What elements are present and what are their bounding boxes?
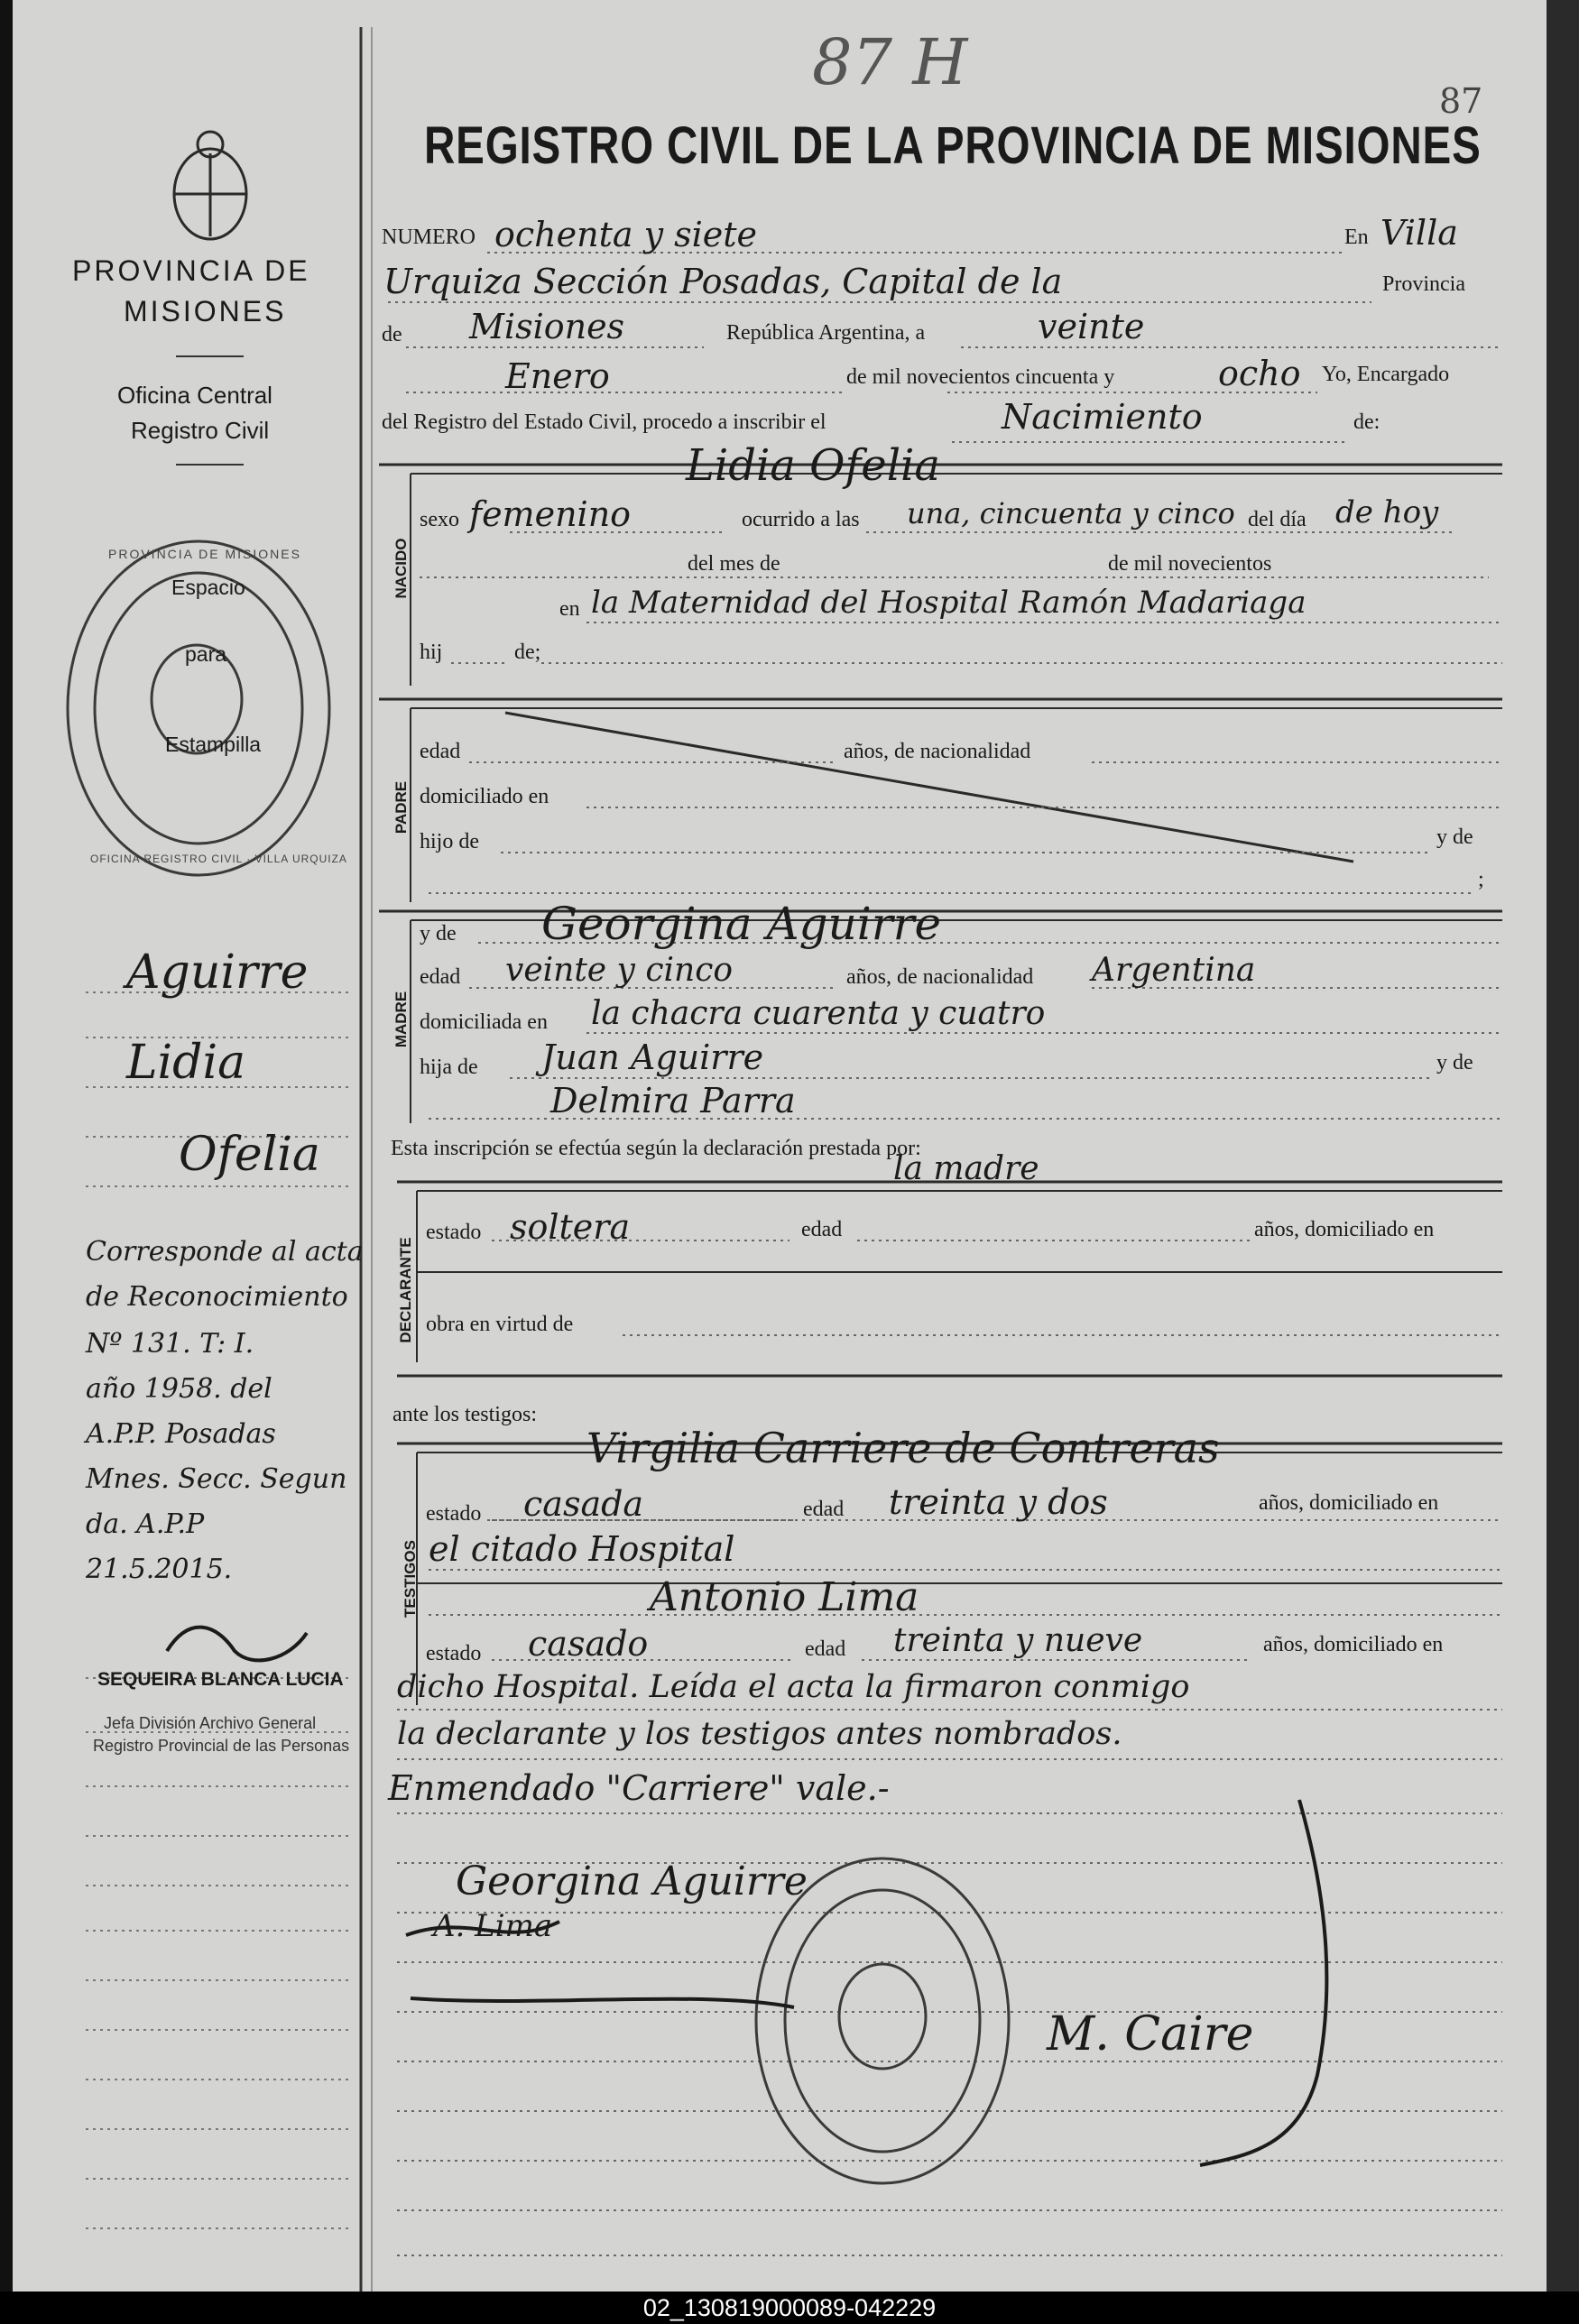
madre-nacionalidad-value: Argentina: [1092, 952, 1256, 989]
padre-domicilio-label: domiciliado en: [420, 785, 549, 808]
stamp-text-top: PROVINCIA DE MISIONES: [108, 547, 301, 561]
declaracion-intro-value: la madre: [893, 1150, 1039, 1187]
day-value: veinte: [1038, 307, 1145, 346]
year-label: de mil novecientos cincuenta y: [846, 365, 1115, 389]
province-label-line1: PROVINCIA DE: [72, 254, 310, 287]
madre-hija-label: hija de: [420, 1056, 478, 1079]
madre-section-label: MADRE: [392, 991, 410, 1048]
testigos-intro-label: ante los testigos:: [392, 1403, 537, 1426]
de2-label: de:: [1353, 410, 1380, 434]
hij-de-label: de;: [514, 641, 541, 664]
lugar-en-label: en: [559, 597, 580, 621]
hour-value: una, cincuenta y cinco: [907, 496, 1235, 530]
madre-yde-label: y de: [420, 922, 457, 945]
declarante-anos-label: años, domiciliado en: [1254, 1218, 1435, 1241]
witness2-estado-label: estado: [426, 1642, 482, 1665]
madre-anos-label: años, de nacionalidad: [846, 965, 1034, 989]
witness1-edad-value: treinta y dos: [889, 1482, 1108, 1522]
handwritten-reference: 87 H: [812, 25, 968, 99]
act-value: Nacimiento: [1002, 397, 1203, 437]
en-label: En: [1344, 226, 1369, 249]
padre-yde-label: y de: [1436, 825, 1473, 849]
ocurrido-label: ocurrido a las: [742, 508, 860, 531]
place-value: Urquiza Sección Posadas, Capital de la: [383, 262, 1063, 301]
witness1-name: Virgilia Carriere de Contreras: [586, 1424, 1220, 1472]
margin-note-line: da. A.P.P: [86, 1508, 205, 1540]
madre-edad-value: veinte y cinco: [505, 952, 734, 989]
numero-value: ochenta y siete: [494, 215, 758, 254]
padre-anos-label: años, de nacionalidad: [844, 740, 1031, 763]
official-name: SEQUEIRA BLANCA LUCIA: [97, 1669, 344, 1690]
hij-label: hij: [420, 641, 443, 664]
witness1-estado-value: casada: [523, 1484, 644, 1524]
madre-domicilio-value: la chacra cuarenta y cuatro: [591, 995, 1046, 1032]
numero-label: NUMERO: [382, 226, 476, 249]
witness2-edad-label: edad: [805, 1637, 846, 1661]
declaracion-intro-label: Esta inscripción se efectúa según la declaración prestada por:: [391, 1137, 921, 1160]
sexo-label: sexo: [420, 508, 459, 531]
yo-label: Yo, Encargado: [1322, 363, 1450, 386]
margin-note-line: de Reconocimiento: [86, 1281, 348, 1313]
witness1-anos-label: años, domiciliado en: [1259, 1491, 1439, 1515]
declarante-edad-label: edad: [801, 1218, 843, 1241]
en-value: Villa: [1380, 213, 1458, 253]
closing-line-3: Enmendado "Carriere" vale.-: [388, 1768, 890, 1808]
margin-name-2: Ofelia: [179, 1128, 320, 1182]
madre-mother-value: Delmira Parra: [550, 1081, 796, 1120]
madre-domicilio-label: domiciliada en: [420, 1010, 548, 1034]
page-corner-number: 87: [1439, 81, 1483, 121]
footer-code: 02_130819000089-042229: [0, 2292, 1579, 2324]
provincia-label: Provincia: [1382, 272, 1465, 296]
witness1-estado-label: estado: [426, 1502, 482, 1526]
madre-yde2-label: y de: [1436, 1051, 1473, 1074]
margin-note-line: Nº 131. T: I.: [86, 1328, 254, 1360]
stamp-space-label-2: para: [185, 642, 227, 666]
declarante-estado-label: estado: [426, 1221, 482, 1244]
margin-note-line: Corresponde al acta: [86, 1236, 364, 1268]
margin-note-line: Mnes. Secc. Segun: [86, 1463, 347, 1495]
witness2-edad-value: treinta y nueve: [893, 1622, 1143, 1659]
nacido-section-label: NACIDO: [392, 538, 410, 599]
mil-label: de mil novecientos: [1108, 552, 1272, 576]
registro-label: del Registro del Estado Civil, procedo a inscribir el: [382, 410, 826, 434]
madre-name: Georgina Aguirre: [541, 898, 942, 950]
de-label: de: [382, 323, 402, 346]
lugar-value: la Maternidad del Hospital Ramón Madariaga: [591, 585, 1307, 621]
document-title: REGISTRO CIVIL DE LA PROVINCIA DE MISIONES: [424, 116, 1482, 175]
official-role-line2: Registro Provincial de las Personas: [93, 1737, 350, 1755]
witness2-estado-value: casado: [528, 1624, 649, 1664]
witness1-domicilio-value: el citado Hospital: [429, 1529, 735, 1569]
testigos-section-label: TESTIGOS: [402, 1540, 419, 1618]
padre-hijo-label: hijo de: [420, 830, 479, 853]
office-label-line2: Registro Civil: [131, 417, 270, 444]
obra-label: obra en virtud de: [426, 1313, 574, 1336]
closing-line-2: la declarante y los testigos antes nombrados.: [397, 1716, 1122, 1752]
signature-witness: A. Lima: [433, 1908, 553, 1944]
padre-edad-label: edad: [420, 740, 461, 763]
official-role-line1: Jefa División Archivo General: [104, 1714, 317, 1732]
margin-name-1: Lidia: [126, 1036, 246, 1090]
stamp-space-label-3: Estampilla: [165, 733, 262, 756]
margin-note-line: A.P.P. Posadas: [86, 1418, 276, 1450]
witness1-edad-label: edad: [803, 1498, 845, 1521]
witness2-anos-label: años, domiciliado en: [1263, 1633, 1444, 1656]
republica-label: República Argentina, a: [726, 321, 926, 345]
padre-semicolon: ;: [1478, 868, 1484, 891]
province-label-line2: MISIONES: [124, 295, 287, 327]
declarante-section-label: DECLARANTE: [397, 1237, 414, 1343]
madre-father-value: Juan Aguirre: [541, 1038, 764, 1077]
declarante-estado-value: soltera: [510, 1207, 631, 1247]
office-label-line1: Oficina Central: [117, 382, 272, 409]
dia-value: de hoy: [1335, 494, 1439, 530]
stamp-text-bottom: OFICINA REGISTRO CIVIL · VILLA URQUIZA: [90, 853, 347, 865]
mes-label: del mes de: [688, 552, 780, 576]
de-value: Misiones: [469, 307, 625, 346]
nacido-name: Lidia Ofelia: [686, 440, 941, 491]
stamp-space-label-1: Espacio: [171, 576, 245, 599]
madre-edad-label: edad: [420, 965, 461, 989]
padre-section-label: PADRE: [392, 780, 410, 835]
dia-label: del día: [1248, 508, 1307, 531]
year-value: ocho: [1218, 354, 1301, 393]
month-value: Enero: [505, 356, 610, 396]
margin-surname: Aguirre: [126, 945, 309, 1000]
closing-line-1: dicho Hospital. Leída el acta la firmaron conmigo: [397, 1669, 1190, 1705]
signature-declarante: Georgina Aguirre: [456, 1858, 808, 1904]
margin-note-line: 21.5.2015.: [86, 1554, 233, 1585]
sexo-value: femenino: [469, 494, 632, 534]
witness2-name: Antonio Lima: [650, 1574, 919, 1620]
signature-official: M. Caire: [1047, 2007, 1254, 2061]
margin-note-line: año 1958. del: [86, 1373, 272, 1405]
